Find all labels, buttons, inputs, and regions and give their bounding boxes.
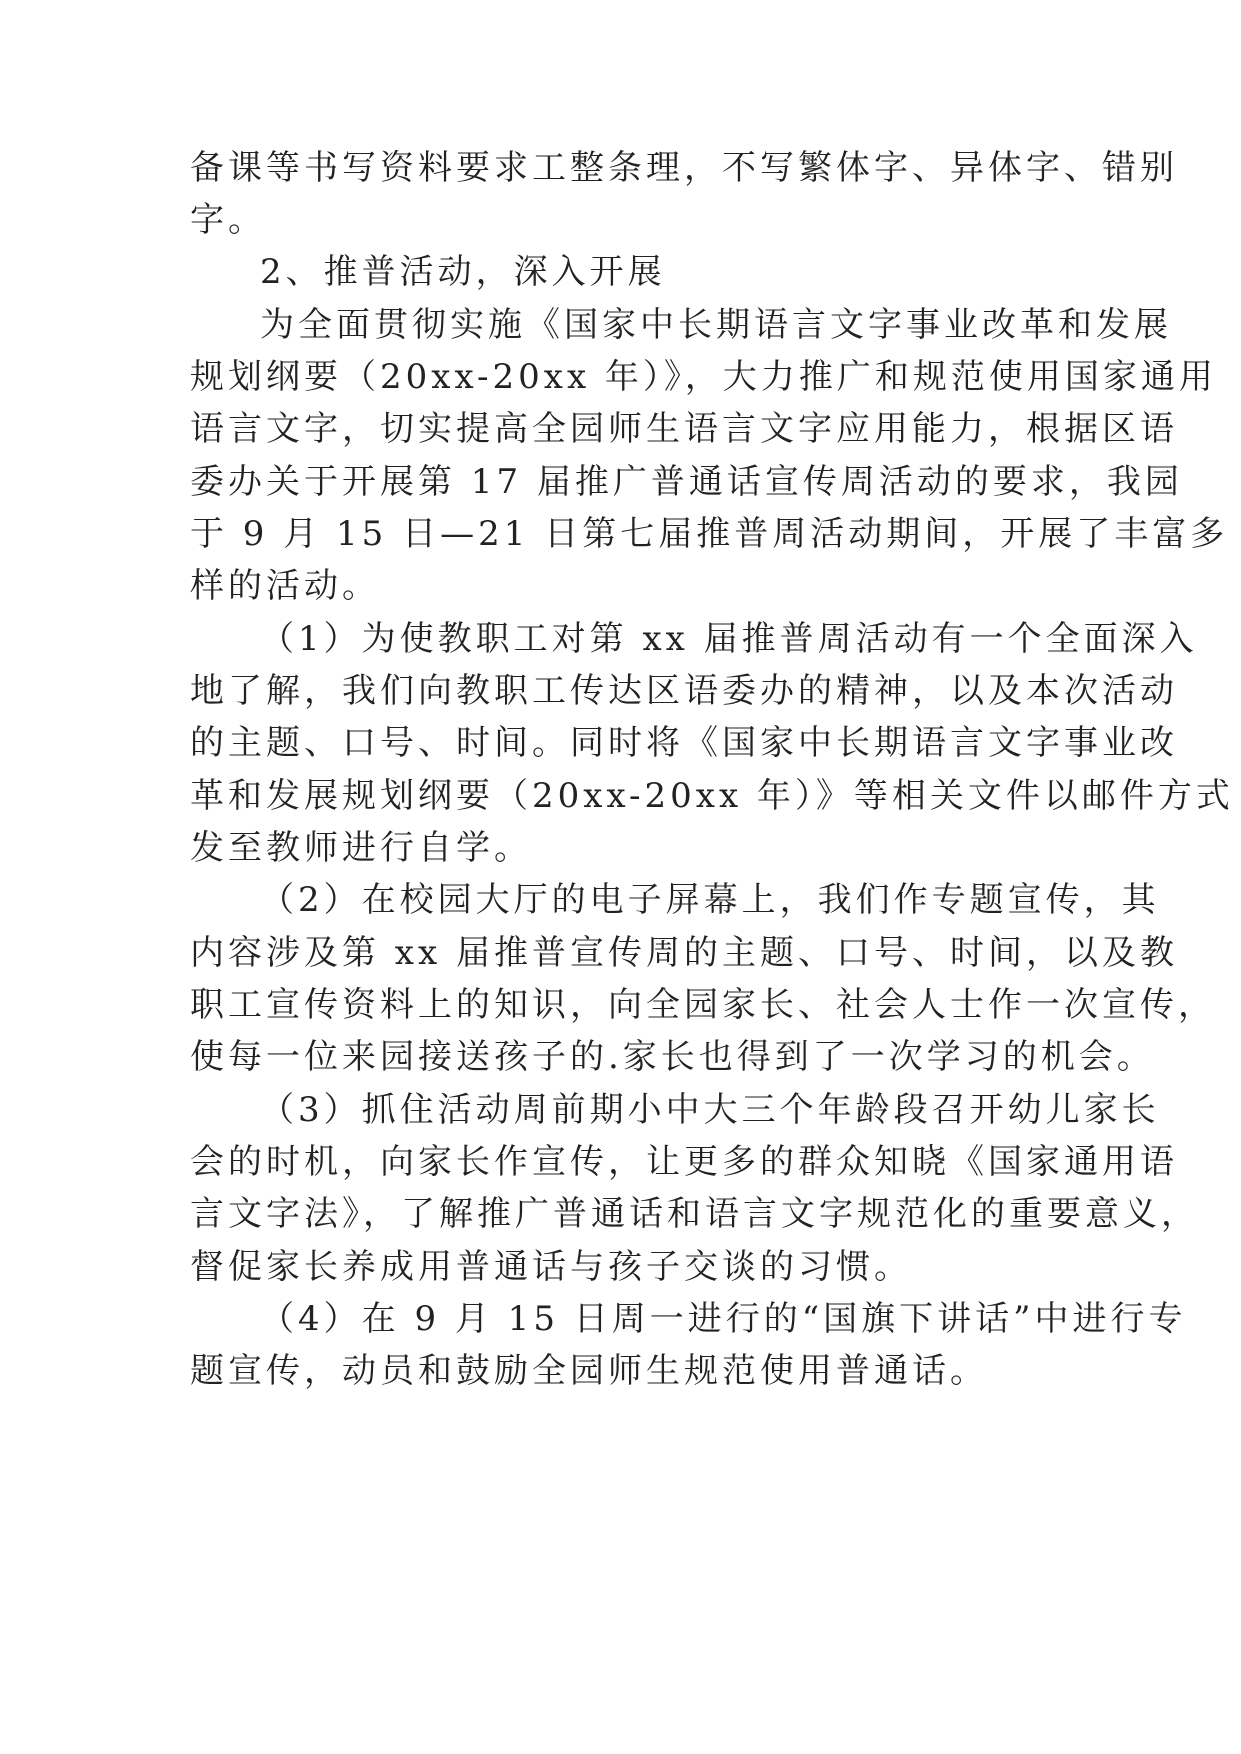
text-line: 样的活动。	[190, 566, 380, 606]
text-line: 规划纲要（20xx-20xx 年）》，大力推广和规范使用国家通用	[190, 357, 1217, 397]
text-line: 备课等书写资料要求工整条理，不写繁体字、异体字、错别	[190, 148, 1178, 188]
text-line: 委办关于开展第 17 届推广普通话宣传周活动的要求，我园	[190, 462, 1183, 502]
text-line: 为全面贯彻实施《国家中长期语言文字事业改革和发展	[260, 305, 1172, 345]
text-line: （4）在 9 月 15 日周一进行的“国旗下讲话”中进行专	[260, 1299, 1187, 1339]
section-heading: 2、推普活动，深入开展	[260, 252, 666, 292]
text-line: 职工宣传资料上的知识，向全园家长、社会人士作一次宣传，	[190, 985, 1216, 1025]
text-line: 革和发展规划纲要（20xx-20xx 年）》等相关文件以邮件方式	[190, 776, 1234, 816]
text-line: 于 9 月 15 日—21 日第七届推普周活动期间，开展了丰富多	[190, 514, 1229, 554]
text-line: （3）抓住活动周前期小中大三个年龄段召开幼儿家长	[260, 1090, 1160, 1130]
text-line: 使每一位来园接送孩子的.家长也得到了一次学习的机会。	[190, 1037, 1155, 1077]
text-line: 会的时机，向家长作宣传，让更多的群众知晓《国家通用语	[190, 1142, 1178, 1182]
text-line: （1）为使教职工对第 xx 届推普周活动有一个全面深入	[260, 619, 1198, 659]
text-line: （2）在校园大厅的电子屏幕上，我们作专题宣传，其	[260, 880, 1160, 920]
text-line: 发至教师进行自学。	[190, 828, 532, 868]
text-line: 语言文字，切实提高全园师生语言文字应用能力，根据区语	[190, 409, 1178, 449]
text-line: 题宣传，动员和鼓励全园师生规范使用普通话。	[190, 1351, 988, 1391]
text-line: 内容涉及第 xx 届推普宣传周的主题、口号、时间，以及教	[190, 933, 1178, 973]
text-line: 督促家长养成用普通话与孩子交谈的习惯。	[190, 1247, 912, 1287]
text-line: 的主题、口号、时间。同时将《国家中长期语言文字事业改	[190, 723, 1178, 763]
text-line: 字。	[190, 200, 266, 240]
text-line: 地了解，我们向教职工传达区语委办的精神，以及本次活动	[190, 671, 1178, 711]
text-line: 言文字法》，了解推广普通话和语言文字规范化的重要意义，	[190, 1194, 1199, 1234]
